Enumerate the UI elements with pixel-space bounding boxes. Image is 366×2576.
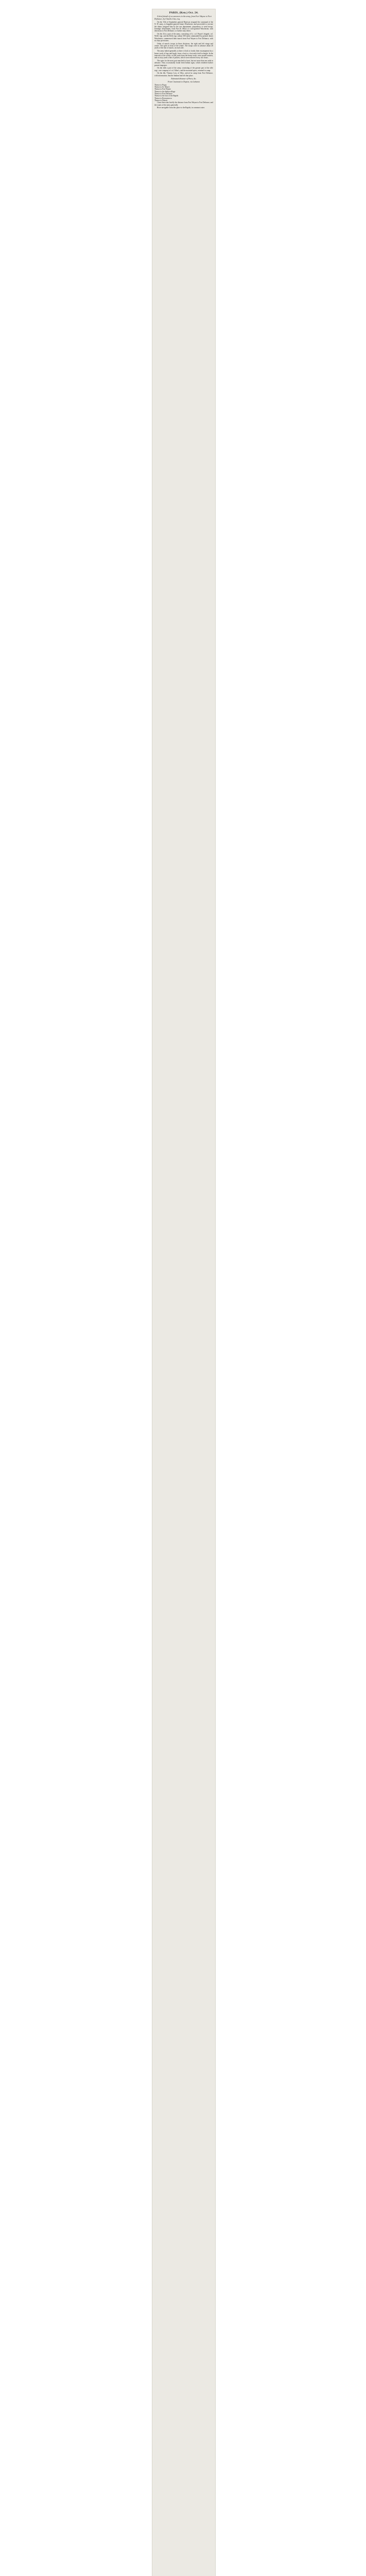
route-line: Thence to Piqua [154,83,167,86]
route-heading: From Cincinnati to Dayton, via Lebanon [167,81,200,83]
table-caption: Estimated distance of Paris, &c. [171,78,197,80]
body-paragraph: On the 24th a part of the army, consisting of the greater part of the rifle regt., one company of col. Allen's, and the mounted spies, returned to camp. [154,67,213,72]
route-line: Thence to St. Mary's [154,86,170,89]
body-paragraph: On the 21st a part of the army, consisting of Lt. col. Payne's brigade, col. Wells' regt. and the Rifle regt. (about 500 men) commanded by general James Winchester, commenced their march from Fort Wayne to Fort Defiance, with six days provisions. [154,33,213,42]
body-paragraph: River navigable from this place to the Rapids, in common water. [157,107,205,109]
route-line: Thence to Fort Defiance [154,93,173,95]
route-line: Thence to the foot of the Rapids [154,95,179,97]
route-line: Thence to Brownstown [154,97,172,99]
body-paragraph: On the 15th of September general Harrison resigned the command of the N. W. army, to brigadier-general James Winchester, and proceeded to execute the duties assigned him by the war department, preparatory to send troops. Jennings' detachment, from Fort St. Mary's to west-general Winchester, with directions to Fort Defiance, or further may direct. [154,21,213,32]
newspaper-column [152,9,215,2576]
body-paragraph: Order of march: troops in three divisions, the right and left wings and centre. The spies in front of the whole. The troops were in advance about 20 yards of the line of march, on each side. [154,42,213,49]
body-paragraph: On the 4th, Thomas Low, of Ohio, arrived at camp from Fort Defiance, with information, that the Indians had left that place. [154,72,213,77]
route-line: Thence to Fort Wayne [154,88,171,91]
route-line: Thence to the Indian village [154,90,176,93]
article-subhead: A brief detail of occurrences in the army, from Fort Wayne to Fort Defiance, by Charles Gist, esq. [154,15,212,20]
body-paragraph: The spies for the most part marched in front, but not more than one mile in advance. They occasionally found fresh Indian signs, which rendered further pursuit improper. [154,59,213,66]
body-paragraph: I have been into briefly the distance from Fort Wayne to Fort Defiance, and the wants of the army generally. [154,101,213,106]
route-line: Thence to Detroit [154,99,168,101]
dateline: PARIS, (Ken.) Oct. 24. [169,11,199,14]
body-paragraph: The army halted generally at three o'clock to fortify their encampment by a breast work of logs and brush, from a foot to a foot and a half in height. In the intervals of the works, at 200 yards from the breast work, were posted sentries, and at sixty yards a line of pickets, which were relieved every two hours. [154,50,213,59]
